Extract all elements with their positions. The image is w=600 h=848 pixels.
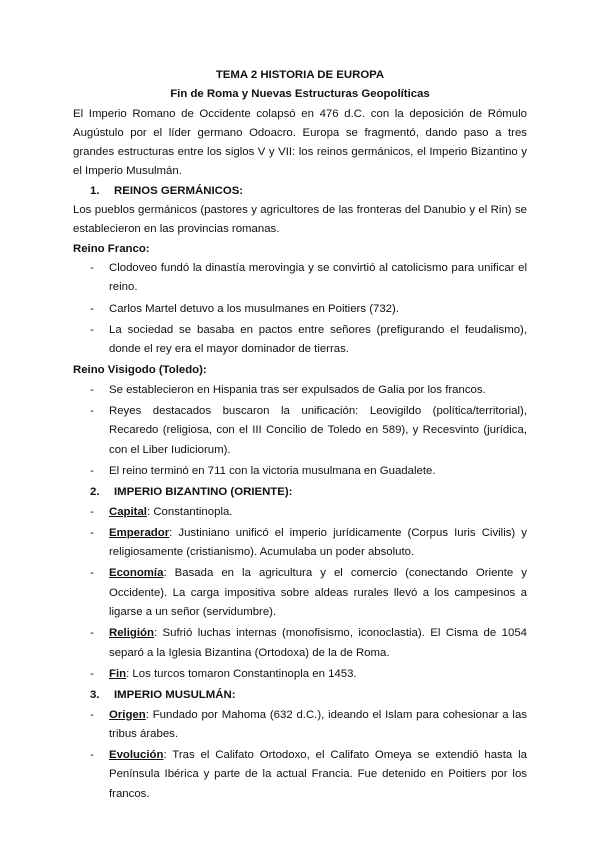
list-item: - Capital: Constantinopla. <box>90 505 233 518</box>
intro-paragraph: El Imperio Romano de Occidente colapsó en 476 d.C. con la deposición de Rómulo Augústulo por el líder germano Odoacro. Europa se fragmentó, dando paso a tres grandes estructuras entre los siglos V y VII: los reinos germánicos, el Imperio Bizantino y el Imperio Musulmán. <box>73 107 527 178</box>
list-imperio-bizantino <box>90 503 527 685</box>
list-item: - Religión: Sufrió luchas internas (monofisismo, iconoclastia). El Cisma de 1054 separó a la Iglesia Bizantina (Ortodoxa) de la de Roma. <box>90 627 527 659</box>
list-reino-franco <box>90 259 527 359</box>
list-item: - Origen: Fundado por Mahoma (632 d.C.), ideando el Islam para cohesionar a las tribus árabes. <box>90 708 527 740</box>
list-item: - Economía: Basada en la agricultura y el comercio (conectando Oriente y Occidente). La carga impositiva sobre aldeas rurales llevó a los campesinos a ligarse a un señor (servidumbre). <box>90 567 527 619</box>
list-item: - Clodoveo fundó la dinastía merovingia y se convirtió al catolicismo para unificar el reino. <box>90 261 527 294</box>
list-reino-visigodo <box>90 381 527 481</box>
subheading-reino-franco: Reino Franco: <box>73 242 150 255</box>
list-imperio-musulman <box>90 706 527 804</box>
list-item: - Evolución: Tras el Califato Ortodoxo, el Califato Omeya se extendió hasta la Península Ibérica y parte de la actual Francia. Fue detenido en Poitiers por los francos. <box>90 749 527 800</box>
section-heading-reinos-germanicos: 1. REINOS GERMÁNICOS: <box>90 184 244 197</box>
list-item: - El reino terminó en 711 con la victoria musulmana en Guadalete. <box>90 464 436 477</box>
list-item: - Carlos Martel detuvo a los musulmanes en Poitiers (732). <box>90 302 399 315</box>
list-item: - Reyes destacados buscaron la unificación: Leovigildo (política/territorial), Recaredo (religiosa, con el III Concilio de Toledo en 589), y Recesvinto (jurídica, con el Liber Iudiciorum). <box>90 405 527 456</box>
section-intro-reinos-germanicos: Los pueblos germánicos (pastores y agricultores de las fronteras del Danubio y el Rin) se establecieron en las provincias romanas. <box>73 204 527 236</box>
list-item: - Emperador: Justiniano unificó el imperio jurídicamente (Corpus Iuris Civilis) y religiosamente (cristianismo). Acumulaba un poder absoluto. <box>90 526 527 559</box>
list-item: - Se establecieron en Hispania tras ser expulsados de Galia por los francos. <box>90 383 486 396</box>
subheading-reino-visigodo: Reino Visigodo (Toledo): <box>73 364 207 377</box>
list-item: - La sociedad se basaba en pactos entre señores (prefigurando el feudalismo), donde el rey era el mayor dominador de tierras. <box>90 323 527 356</box>
document-title: TEMA 2 HISTORIA DE EUROPA <box>215 69 385 81</box>
section-heading-imperio-bizantino: 2. IMPERIO BIZANTINO (ORIENTE): <box>90 486 293 499</box>
section-heading-imperio-musulman: 3. IMPERIO MUSULMÁN: <box>90 689 236 702</box>
document-subtitle: Fin de Roma y Nuevas Estructuras Geopolíticas <box>170 88 430 101</box>
list-item: - Fin: Los turcos tomaron Constantinopla en 1453. <box>90 667 357 680</box>
